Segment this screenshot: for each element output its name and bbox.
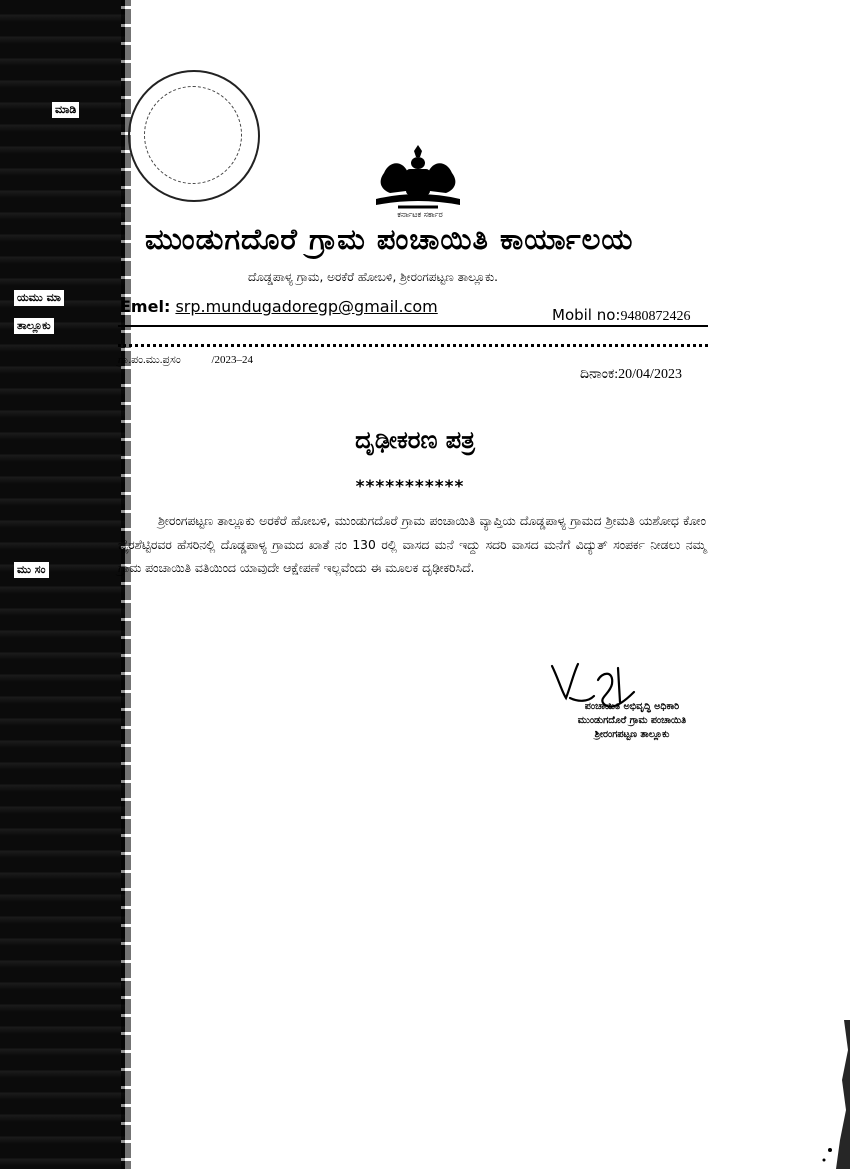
scan-noise [800,1020,850,1169]
signatory-office: ಮುಂಡುಗದೊರೆ ಗ್ರಾಮ ಪಂಚಾಯಿತಿ [577,715,687,726]
dotted-divider [118,344,708,347]
date-line [580,367,682,383]
reference-number [118,354,253,367]
left-fragment: ಮಾಡಿ [52,102,79,118]
mobile-line [552,306,690,325]
office-seal [128,70,260,202]
left-edge-fragments [0,0,130,1169]
signatory-stamp [537,700,727,742]
signatory-designation: ಪಂಚಾಯಿತಿ ಅಭಿವೃದ್ಧಿ ಅಧಿಕಾರಿ [584,701,680,712]
document-title: ದೃಢೀಕರಣ ಪತ್ರ [355,426,475,454]
mobile-label: Mobil no: [552,306,621,324]
left-fragment: ಮು ಸಂ [14,562,49,578]
email-label: Emel: [120,297,171,316]
title-stars: *********** [355,477,465,497]
office-address: ದೊಡ್ಡಪಾಳ್ಯ ಗ್ರಾಮ, ಅರಕೆರೆ ಹೋಬಳಿ, ಶ್ರೀರಂಗಪಟ್ಟಣ ತಾಲ್ಲೂಕು. [248,270,498,284]
body-paragraph: ಶ್ರೀರಂಗಪಟ್ಟಣ ತಾಲ್ಲೂಕು ಅರಕೆರೆ ಹೋಬಳಿ, ಮುಂಡುಗದೊರೆ ಗ್ರಾಮ ಪಂಚಾಯಿತಿ ವ್ಯಾಪ್ತಿಯ ದೊಡ್ಡಪಾಳ್ಯ ಗ್ರಾಮದ ಶ್ರೀಮತಿ ಯಶೋಧ ಕೋಂ ಬೈರಶೆಟ್ಟಿರವರ ಹೆಸರಿನಲ್ಲಿ ದೊಡ್ಡಪಾಳ್ಯ ಗ್ರಾಮದ ಖಾತೆ ನಂ 130 ರಲ್ಲಿ ವಾಸದ ಮನೆ ಇದ್ದು ಸದರಿ ವಾಸದ ಮನೆಗೆ ವಿದ್ಯುತ್ ಸಂಪರ್ಕ ನೀಡಲು ನಮ್ಮ ಗ್ರಾಮ ಪಂಚಾಯಿತಿ ವತಿಯಿಂದ ಯಾವುದೇ ಆಕ್ಷೇಪಣೆ ಇಲ್ಲವೆಂದು ಈ ಮೂಲಕ ದೃಢೀಕರಿಸಿದೆ. [118,514,706,575]
signatory-taluk: ಶ್ರೀರಂಗಪಟ್ಟಣ ತಾಲ್ಲೂಕು [594,729,670,740]
body-text [118,510,706,581]
mobile-number: 9480872426 [620,309,691,324]
office-name: ಮುಂಡುಗದೊರೆ ಗ್ರಾಮ ಪಂಚಾಯಿತಿ ಕಾರ್ಯಾಲಯ [145,222,634,256]
reference-prefix: ಗ್ರಾ.ಪಂ.ಮು.ಪ್ರಸಂ [118,354,181,366]
date-value: 20/04/2023 [618,367,682,382]
date-label: ದಿನಾಂಕ: [580,367,619,382]
email-address: srp.mundugadoregp@gmail.com [175,297,438,316]
emblem-caption: ಕರ್ನಾಟಕ ಸರ್ಕಾರ [397,210,443,219]
reference-year: /2023–24 [211,354,254,366]
left-fragment: ತಾಲ್ಲೂಕು [14,318,54,334]
state-emblem-icon [370,143,466,213]
divider [118,325,708,327]
left-fragment: ಯಮು ಮಾ [14,290,64,306]
email-line [120,297,438,316]
